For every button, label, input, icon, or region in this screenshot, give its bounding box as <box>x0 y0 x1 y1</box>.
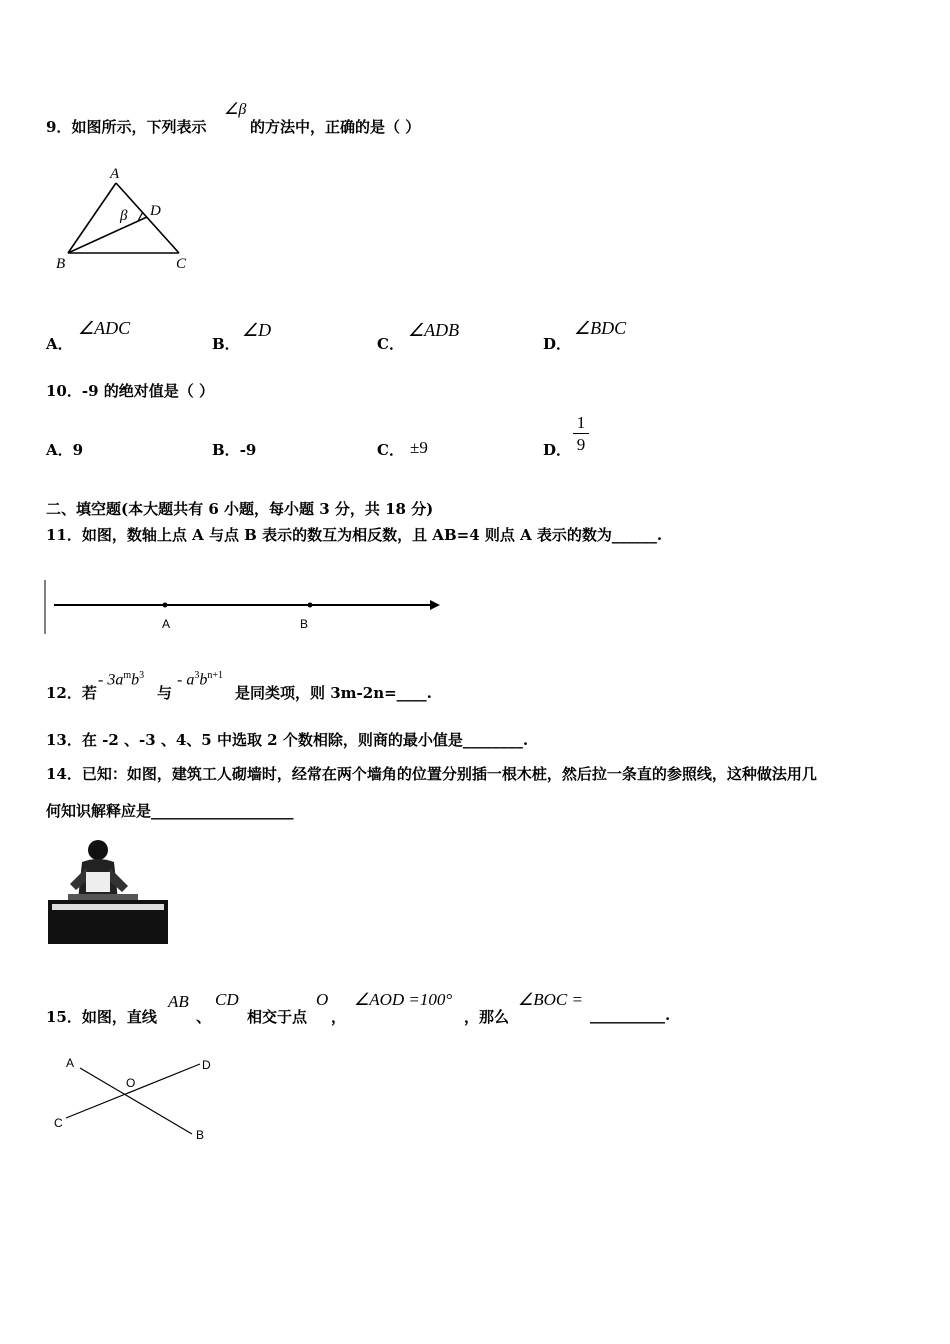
q15-label-a: A <box>66 1056 75 1070</box>
q12-expression-1 <box>98 670 144 689</box>
fraction-denominator: 9 <box>576 435 586 454</box>
fraction-bar <box>573 433 589 434</box>
section-2-title: 二、填空题(本大题共有 6 小题，每小题 3 分，共 18 分) <box>46 500 434 518</box>
q15-label-d: D <box>202 1058 211 1072</box>
q9-option-a-letter: A． <box>46 335 73 353</box>
q9-text-a: 如图所示，下列表示 <box>71 118 207 136</box>
q12-mid: 与 <box>157 684 173 702</box>
q9-stem <box>46 116 206 137</box>
q11-number-line-figure <box>40 578 450 638</box>
q12-expr1-sup-3: 3 <box>139 670 145 681</box>
q10-option-b-value: -9 <box>239 441 257 459</box>
q15-blank: __________. <box>590 1006 671 1024</box>
q9-text-b: 的方法中，正确的是（ ） <box>250 118 421 136</box>
q14-bricklayer-image <box>46 836 170 946</box>
q11-stem: 11．如图，数轴上点 A 与点 B 表示的数互为相反数，且 AB=4 则点 A 表示的数为______. <box>46 526 663 544</box>
q10-option-a <box>46 439 83 460</box>
q10-option-b-letter: B． <box>212 441 240 459</box>
q9-label-beta: β <box>120 208 128 224</box>
q9-option-c-letter: C． <box>377 335 404 353</box>
q12-expr2-sup-3: 3 <box>194 670 200 681</box>
q12-number: 12．若 <box>46 684 97 702</box>
q15-label-b: B <box>196 1128 205 1142</box>
q11-label-b: B <box>300 617 309 631</box>
q15-separator: 、 <box>196 1008 212 1026</box>
q15-line-ab: AB <box>168 992 189 1011</box>
q15-point-o: O <box>316 990 329 1009</box>
point-b-dot <box>308 603 313 608</box>
q9-label-c: C <box>176 256 187 272</box>
q15-angle-boc: ∠BOC = <box>518 990 583 1009</box>
q10-option-a-letter: A． <box>46 441 73 459</box>
q10-option-a-value: 9 <box>72 441 84 459</box>
q9-number: 9． <box>46 118 72 136</box>
q9-label-d: D <box>150 203 161 219</box>
q9-label-b: B <box>56 256 66 272</box>
q10-option-c-letter: C． <box>377 441 404 459</box>
q10-option-b <box>212 439 256 460</box>
q11-label-a: A <box>162 617 171 631</box>
q15-comma: ， <box>331 1008 347 1026</box>
q15-intersecting-lines-figure <box>50 1052 220 1147</box>
q12-expr2-b: b <box>199 671 208 689</box>
q9-option-d-letter: D． <box>543 335 572 353</box>
q15-label-c: C <box>54 1116 63 1130</box>
q13-stem: 13．在 -2 、-3 、4、5 中选取 2 个数相除，则商的最小值是________. <box>46 731 529 749</box>
q15-text-3: ，那么 <box>464 1008 510 1026</box>
q9-option-d-value: ∠BDC <box>574 318 627 338</box>
q9-angle-beta: ∠β <box>224 101 247 118</box>
q9-option-c-value: ∠ADB <box>408 320 460 340</box>
q10-option-d-letter: D． <box>543 441 572 459</box>
q12-expr1-base: - 3a <box>98 671 124 689</box>
q10-option-d-fraction <box>573 413 589 454</box>
q15-label-o: O <box>126 1076 136 1090</box>
q9-option-b-value: ∠D <box>242 320 272 340</box>
q12-expr1-sup-m: m <box>123 670 132 681</box>
q15-text-2: 相交于点 <box>247 1008 308 1026</box>
line-ab <box>80 1068 192 1134</box>
q12-expr2-sup-n1: n+1 <box>207 670 223 681</box>
q12-expr2-base: - a <box>177 671 195 689</box>
q15-line-cd: CD <box>215 990 239 1009</box>
q14-line-1: 14．已知：如图，建筑工人砌墙时，经常在两个墙角的位置分别插一根木桩，然后拉一条直的参照线，这种做法用几 <box>46 765 817 783</box>
q12-tail: 是同类项，则 3m-2n=____. <box>235 684 432 702</box>
number-line-arrow <box>430 600 440 610</box>
fraction-numerator: 1 <box>576 413 586 432</box>
q9-option-a-value: ∠ADC <box>78 318 131 338</box>
point-a-dot <box>163 603 168 608</box>
q10-option-c-value: ±9 <box>410 438 428 457</box>
q12-expression-2 <box>177 670 223 689</box>
q12-expr1-b: b <box>131 671 140 689</box>
q9-label-a: A <box>110 166 120 182</box>
q15-number: 15．如图，直线 <box>46 1008 157 1026</box>
q9-option-b-letter: B． <box>212 335 240 353</box>
q15-angle-aod: ∠AOD =100° <box>354 990 453 1009</box>
q14-line-2: 何知识解释应是___________________ <box>46 802 294 820</box>
q10-stem: 10．-9 的绝对值是（ ） <box>46 382 214 400</box>
